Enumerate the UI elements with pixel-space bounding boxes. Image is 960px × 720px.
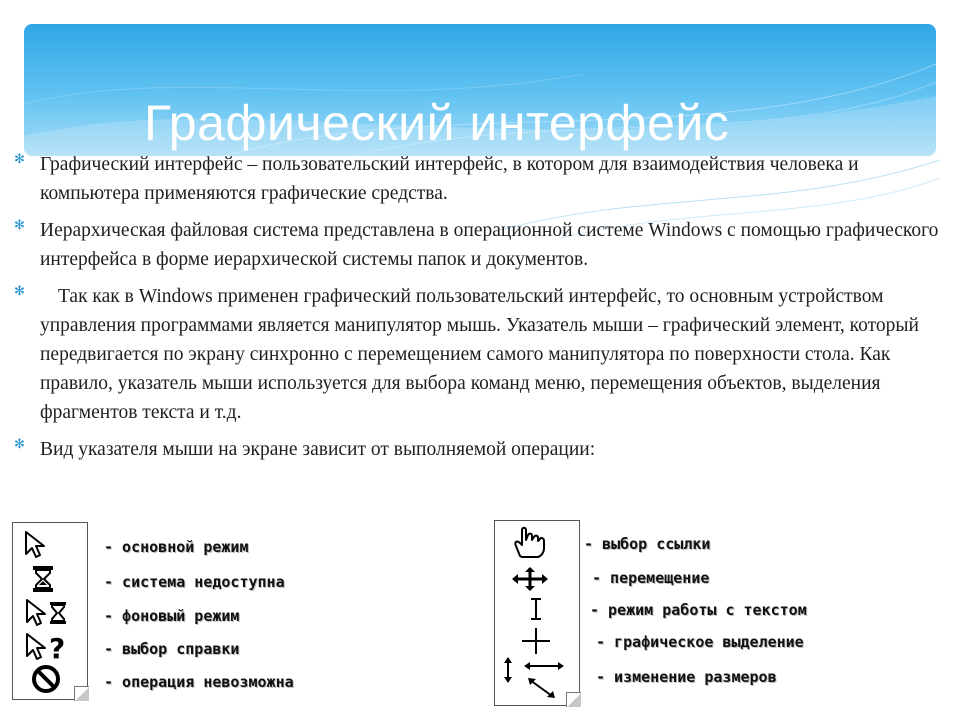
hourglass-cursor-icon [30,564,58,594]
move-cursor-icon [510,566,550,592]
legend-label: - выбор справки [104,640,240,658]
page-fold [74,686,89,701]
resize-cursors-icon [500,656,570,700]
bullet-text: Вид указателя мыши на экране зависит от выполняемой операции: [40,439,596,460]
title-banner [24,24,936,156]
bullet-text: Графический интерфейс – пользовательский интерфейс, в котором для взаимодействия человека и компьютера применяются графические средства. [40,154,859,204]
legend-label: - система недоступна [104,573,285,591]
star-bullet-icon: ✻ [14,152,25,167]
bullet-list [14,150,950,472]
crosshair-cursor-icon [520,626,552,656]
arrow-hourglass-cursor-icon [24,598,72,628]
legend-label: - перемещение [592,569,710,587]
legend-label: - операция невозможна [104,673,294,691]
legend-label: - изменение размеров [596,668,777,686]
help-cursor-icon [24,632,72,662]
bullet-item [14,216,950,274]
star-bullet-icon: ✻ [14,284,25,299]
bullet-text: Иерархическая файловая система представлена в операционной системе Windows с помощью графического интерфейса в форме иерархической системы папок и документов. [40,220,939,270]
legend-label: - режим работы с текстом [590,601,807,619]
legend-label: - фоновый режим [104,607,240,625]
bullet-text: Так как в Windows применен графический пользовательский интерфейс, то основным устройством управления программами является манипулятор мышь. Указатель мыши – графический элемент, который передвигается по экрану синхронно с перемещением самого манипулятора по поверхности стола. Как правило, указатель мыши используется для выбора команд меню, перемещения объектов, выделения фрагментов текста и т.д. [40,286,919,423]
bullet-item [14,282,950,427]
unavailable-cursor-icon [30,664,64,694]
arrow-cursor-icon [22,530,52,560]
star-bullet-icon: ✻ [14,218,25,233]
slide-title: Графический интерфейс [144,95,730,151]
svg-text:?: ? [49,632,66,662]
star-bullet-icon: ✻ [14,437,25,452]
legend-label: - выбор ссылки [584,535,711,553]
bullet-item [14,435,950,464]
legend-label: - основной режим [104,538,249,556]
text-cursor-icon [526,596,546,622]
bullet-item [14,150,950,208]
hand-cursor-icon [508,526,554,560]
legend-label: - графическое выделение [596,633,804,651]
